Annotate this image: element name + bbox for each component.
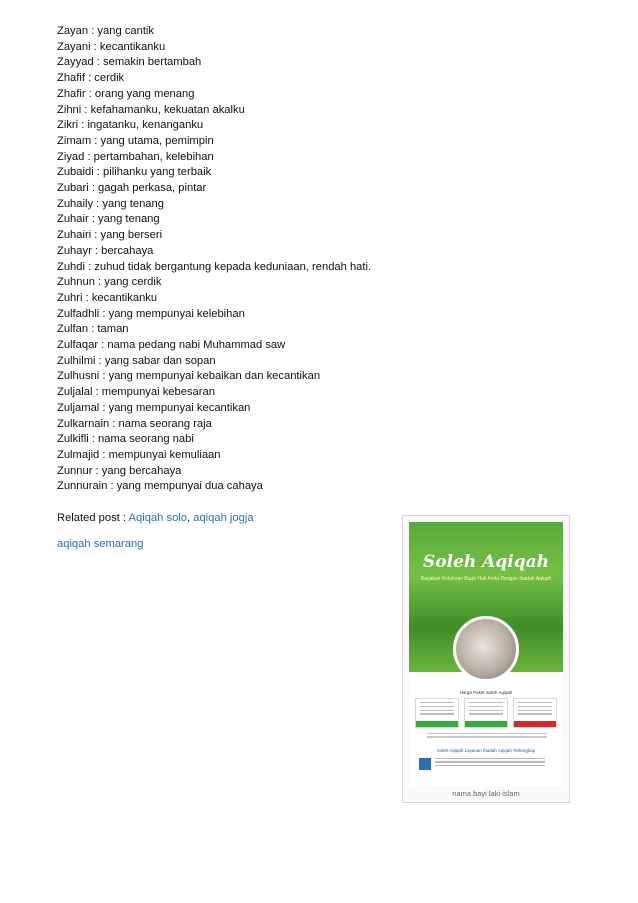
name-entry: Zuhnun : yang cerdik [57,276,162,289]
package-card [513,698,557,728]
package-price-bar [416,721,458,727]
name-entry: Zayani : kecantikanku [57,40,166,53]
name-entry: Zulhilmi : yang sabar dan sopan [57,354,216,367]
name-entry: Zunnurain : yang mempunyai dua cahaya [57,480,263,493]
related-separator: , [187,512,194,524]
name-entry: Zuhairi : yang berseri [57,229,163,242]
name-entry: Zubaidi : pilihanku yang terbaik [57,166,212,179]
package-card [415,698,459,728]
link-aqiqah-semarang[interactable]: aqiqah semarang [57,538,144,550]
name-entry: Zulfan : taman [57,323,129,336]
poster-footer: Soleh Aqiqah Layanan Ibadah Aqiqah Terlengkap [436,748,536,753]
name-entry: Zuhri : kecantikanku [57,291,158,304]
name-entry: Zuhair : yang tenang [57,213,160,226]
poster-note [427,733,547,739]
poster-title: Soleh Aqiqah [423,552,549,572]
name-entry: Zulmajid : mempunyai kemuliaan [57,448,221,461]
name-entry: Ziyad : pertambahan, kelebihan [57,150,214,163]
name-entry: Zulfaqar : nama pedang nabi Muhammad saw [57,339,286,352]
name-entry: Zuljalal : mempunyai kebesaran [57,386,215,399]
related-post-line [57,511,254,526]
link-aqiqah-solo[interactable]: Aqiqah solo [128,512,187,524]
poster-logo-icon [419,758,431,770]
package-price-bar [514,721,556,727]
poster-price-heading: Harga Paket Soleh Aqiqah [459,690,513,695]
advert-figure[interactable] [402,515,570,803]
name-entry: Zuljamal : yang mempunyai kecantikan [57,401,251,414]
name-entry: Zulkifli : nama seorang nabi [57,433,194,446]
related-post-line-2 [57,537,143,552]
baby-hands-photo [453,616,519,682]
name-entry: Zihni : kefahamanku, kekuatan akalku [57,103,245,116]
name-entry: Zhafir : orang yang menang [57,87,195,100]
poster-packages [415,698,557,728]
name-entry: Zimam : yang utama, pemimpin [57,134,214,147]
name-entry: Zubari : gagah perkasa, pintar [57,182,207,195]
aqiqah-poster-image[interactable] [409,522,563,786]
name-entry: Zayan : yang cantik [57,25,155,37]
name-entry: Zunnur : yang bercahaya [57,464,182,477]
name-entry: Zayyad : semakin bertambah [57,56,202,69]
figure-caption: nama bayi laki islam [452,789,520,798]
package-card [464,698,508,728]
name-list [57,24,371,495]
name-entry: Zulfadhli : yang mempunyai kelebihan [57,307,245,320]
package-price-bar [465,721,507,727]
name-entry: Zuhaily : yang tenang [57,197,164,210]
name-entry: Zikri : ingatanku, kenanganku [57,119,204,132]
name-entry: Zuhayr : bercahaya [57,244,154,257]
poster-contact [435,758,545,768]
name-entry: Zuhdi : zuhud tidak bergantung kepada keduniaan, rendah hati. [57,260,372,273]
name-entry: Zhafif : cerdik [57,72,125,85]
link-aqiqah-jogja[interactable]: aqiqah jogja [193,512,254,524]
name-entry: Zulkarnain : nama seorang raja [57,417,212,430]
related-post-label: Related post : [57,512,129,524]
poster-tagline: Rayakan Kelahiran Buah Hati Anda Dengan Ibadah Aqiqah [420,576,552,582]
name-entry: Zulhusni : yang mempunyai kebaikan dan kecantikan [57,370,321,383]
